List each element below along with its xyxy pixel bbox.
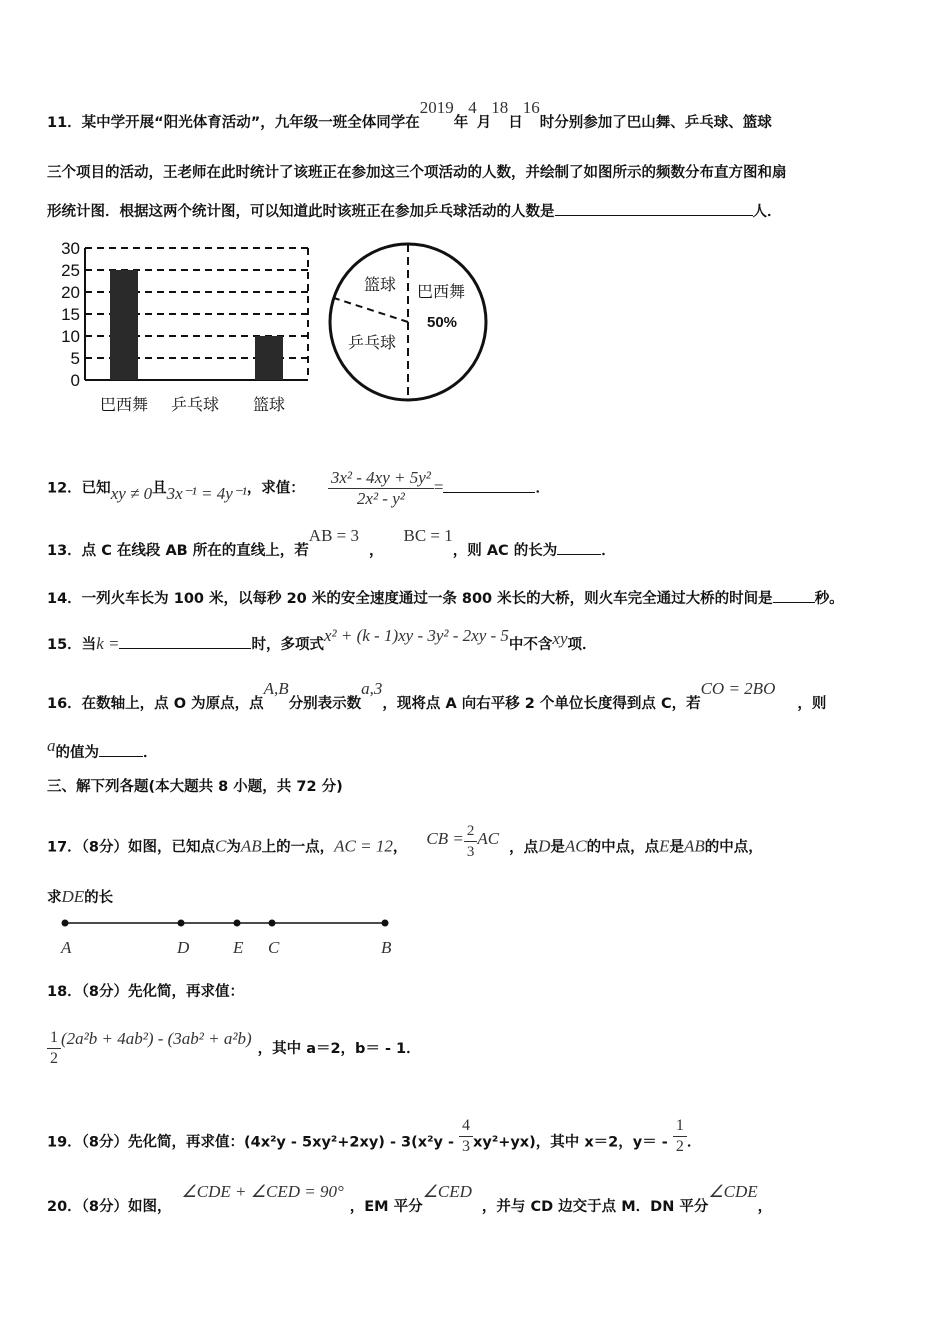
math: AB = 3: [308, 526, 359, 545]
text: ．: [535, 480, 550, 497]
point-E: [234, 920, 241, 927]
bar: [110, 270, 138, 380]
y-tick-label: 0: [70, 371, 80, 390]
text: 且: [152, 480, 167, 497]
text: xy²+yx)，其中 x＝2，y＝ -: [473, 1134, 668, 1151]
math: C: [215, 836, 227, 856]
math: ∠CED: [422, 1182, 472, 1201]
math: A,B: [263, 679, 289, 698]
q11-text: 11．某中学开展“阳光体育活动”，九年级一班全体同学在: [47, 115, 420, 131]
text: 的中点，点: [586, 839, 660, 856]
text: ，现将点 A 向右平移 2 个单位长度得到点 C，若: [382, 696, 701, 712]
text: 12．已知: [47, 480, 111, 497]
text: ，则 AC 的长为: [452, 543, 558, 559]
text: 19．（8分）先化简，再求值：(4x²y - 5xy²+2xy) - 3(x²y -: [47, 1134, 454, 1151]
q18: 18．（8分）先化简，再求值：: [47, 984, 245, 1000]
y-tick-label: 25: [61, 261, 80, 280]
text: 17．（8分）如图，已知点: [47, 839, 216, 856]
math: (2a²b + 4ab²) - (3ab² + a²b): [61, 1028, 252, 1048]
numerator: 3x² - 4xy + 5y²: [328, 468, 434, 489]
point-B: [382, 920, 389, 927]
point-D: [178, 920, 185, 927]
q14: [47, 588, 844, 609]
point-A: [62, 920, 69, 927]
fraction: [328, 468, 434, 509]
math: AB: [684, 836, 705, 856]
text: 14．一列火车长为 100 米，以每秒 20 米的安全速度通过一条 800 米长的大桥，则火车完全通过大桥的时间是: [47, 591, 773, 607]
text: ，: [757, 1199, 773, 1215]
pie-label: 篮球: [363, 277, 397, 294]
math: xy: [552, 629, 568, 648]
point-label: D: [177, 938, 190, 957]
pie-annotation: 50%: [426, 314, 458, 331]
q13: [47, 526, 616, 561]
math: a,3: [361, 679, 383, 698]
denominator: 2: [675, 1138, 684, 1155]
denominator: 3: [462, 1138, 471, 1155]
denominator: 2: [50, 1050, 58, 1067]
pie-label: 巴西舞: [416, 284, 466, 301]
q12: [47, 468, 550, 509]
statistics-figure: [40, 230, 510, 420]
math: AC = 12: [334, 836, 393, 856]
text: 的值为: [55, 745, 99, 761]
math: D: [538, 836, 551, 856]
text: 的中点，: [704, 839, 763, 856]
text: 16．在数轴上，点 O 为原点，点: [47, 696, 264, 712]
text: ．: [143, 745, 158, 761]
numerator: 1: [47, 1028, 61, 1049]
numerator: 4: [459, 1116, 473, 1137]
point-label: A: [61, 938, 72, 957]
answer-blank[interactable]: [557, 540, 601, 555]
text: 月: [476, 115, 492, 131]
q17-line2: [47, 887, 113, 908]
text: 时，多项式: [251, 637, 324, 653]
denominator: 3: [466, 844, 475, 860]
math: BC = 1: [403, 526, 453, 545]
math: E: [659, 836, 670, 856]
denominator: 2x² - y²: [356, 489, 405, 508]
math: AC: [477, 828, 500, 848]
math: ∠CDE: [708, 1182, 758, 1201]
text: 是: [669, 839, 685, 856]
fraction: [464, 821, 478, 862]
bar: [255, 336, 283, 380]
text: 为: [226, 839, 241, 856]
fraction: [673, 1116, 687, 1157]
text: ．: [686, 1134, 702, 1151]
text: 中不含: [508, 637, 553, 653]
text: ，其中 a＝2，b＝ - 1．: [257, 1040, 421, 1057]
numerator: 2: [464, 821, 478, 842]
point-label: B: [381, 938, 392, 957]
segment-diagram: [55, 915, 405, 960]
math: AC: [564, 836, 587, 856]
text: 分别表示数: [288, 696, 362, 712]
text: 上的一点，: [261, 839, 335, 856]
text: 项．: [567, 637, 597, 653]
x-tick-label: 巴西舞: [99, 397, 149, 414]
text: 形统计图．根据这两个统计图，可以知道此时该班正在参加乒乓球活动的人数是: [47, 204, 555, 220]
numerator: 1: [673, 1116, 687, 1137]
y-tick-label: 20: [61, 283, 80, 302]
q11-line3: [47, 201, 782, 222]
text: 13．点 C 在线段 AB 所在的直线上，若: [47, 543, 309, 559]
q11-line1: [47, 98, 772, 133]
q16: [47, 679, 827, 714]
math: CB =: [426, 828, 464, 848]
year: 2019: [419, 98, 454, 117]
text: ，EM 平分: [349, 1199, 423, 1215]
text: 年: [453, 115, 469, 131]
text: ，: [369, 543, 384, 559]
text: 时分别参加了巴山舞、乒乓球、篮球: [539, 115, 772, 131]
q19: [47, 1117, 702, 1163]
q15: [47, 626, 597, 655]
text: ．: [601, 543, 616, 559]
x-tick-label: 乒乓球: [170, 397, 220, 414]
math: AB: [240, 836, 262, 856]
y-tick-label: 5: [70, 349, 80, 368]
text: ，: [392, 839, 408, 856]
q11-line2: 三个项目的活动，王老师在此时统计了该班正在参加这三个项活动的人数，并绘制了如图所示的频数分布直方图和扇: [47, 165, 787, 181]
answer-blank[interactable]: [443, 478, 535, 493]
answer-blank[interactable]: [773, 588, 815, 603]
q17: [47, 823, 763, 868]
text: 人．: [752, 204, 782, 220]
text: 的长: [84, 890, 114, 906]
answer-blank[interactable]: [555, 201, 753, 216]
point-label: E: [233, 938, 244, 957]
histogram: [61, 239, 308, 414]
x-tick-label: 篮球: [252, 397, 286, 414]
math: DE: [61, 887, 85, 906]
point-C: [269, 920, 276, 927]
text: ，则: [797, 696, 827, 712]
math: 3x⁻¹ = 4y⁻¹: [166, 483, 247, 503]
math: ∠CDE + ∠CED = 90°: [181, 1182, 344, 1201]
month: 4: [468, 98, 477, 117]
y-tick-label: 15: [61, 305, 80, 324]
text: ，求值：: [246, 480, 305, 497]
text: 20．（8分）如图，: [47, 1199, 172, 1215]
text: 15．当: [47, 637, 97, 653]
math: x² + (k - 1)xy - 3y² - 2xy - 5: [323, 626, 509, 645]
text: 秒。: [814, 591, 844, 607]
text: 求: [47, 890, 62, 906]
fraction: [459, 1116, 473, 1157]
answer-blank[interactable]: [99, 742, 143, 757]
text: ，点: [509, 839, 539, 856]
math: k =: [96, 634, 120, 653]
fraction: [47, 1028, 61, 1069]
pie-chart: [330, 244, 486, 400]
q18-expr: [47, 1028, 421, 1069]
q16-line2: [47, 736, 158, 763]
hour: 16: [522, 98, 540, 117]
y-tick-label: 10: [61, 327, 80, 346]
point-label: C: [268, 938, 280, 957]
y-tick-label: 30: [61, 239, 80, 258]
math: CO = 2BO: [700, 679, 776, 698]
day: 18: [491, 98, 509, 117]
answer-blank[interactable]: [119, 634, 251, 649]
text: 是: [550, 839, 565, 856]
pie-divider: [334, 298, 408, 322]
pie-label: 乒乓球: [347, 335, 397, 352]
text: 日: [508, 115, 523, 131]
section-heading: 三、解下列各题(本大题共 8 小题，共 72 分): [47, 779, 343, 795]
equals: =: [433, 477, 444, 497]
math: xy ≠ 0: [110, 483, 153, 503]
math: a: [47, 736, 56, 755]
q20: [47, 1182, 773, 1217]
text: ，并与 CD 边交于点 M．DN 平分: [481, 1199, 709, 1215]
